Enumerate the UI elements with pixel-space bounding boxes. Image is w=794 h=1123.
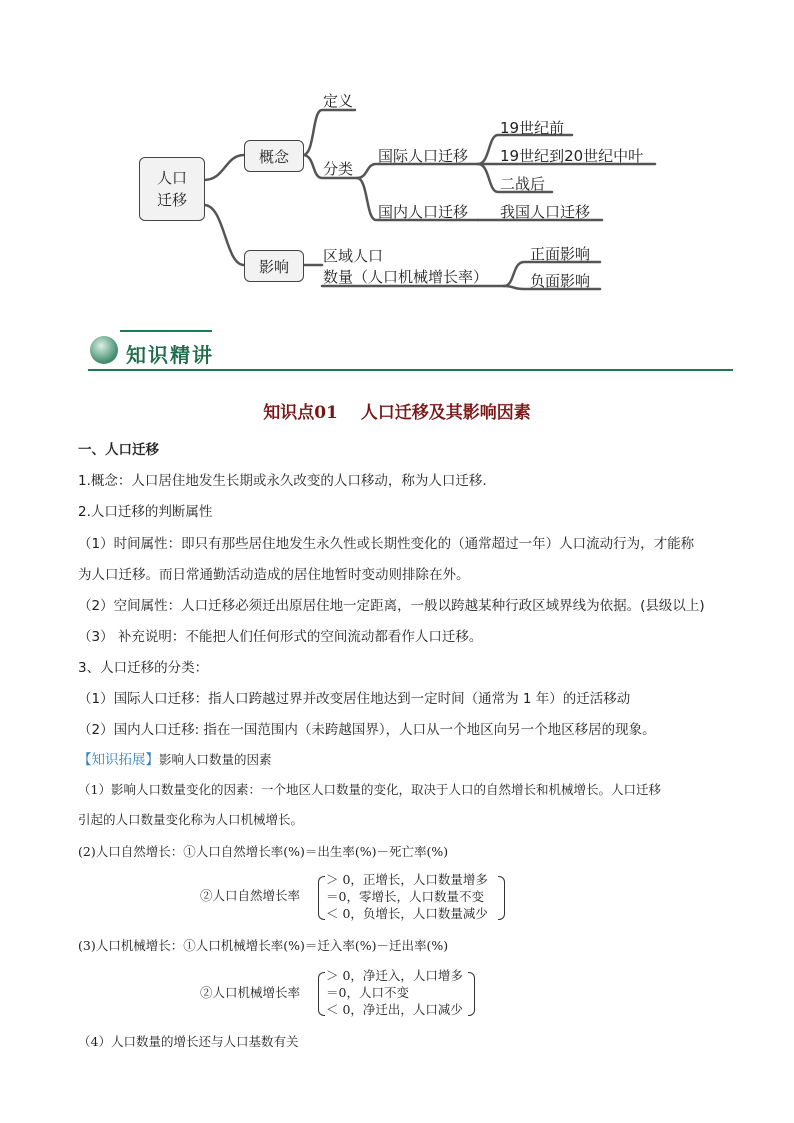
natural-case-1: ＞ 0，正增长，人口数量增多 — [326, 872, 488, 887]
extension-line-2: 引起的人口数量变化称为人口机械增长。 — [78, 812, 304, 827]
base-population-note: （4）人口数量的增长还与人口基数有关 — [78, 1034, 299, 1049]
banner-bottom-line — [88, 369, 733, 371]
banner-title: 知识精讲 — [126, 343, 214, 367]
mechanical-growth-label: ②人口机械增长率 — [200, 985, 301, 1000]
mechanical-case-3: ＜ 0，净迁出，人口减少 — [326, 1002, 463, 1017]
natural-growth-label: ②人口自然增长率 — [200, 888, 301, 903]
definition-label: 定义 — [323, 92, 354, 110]
regional-label: 区域人口 — [323, 247, 384, 265]
extension-line-1: （1）影响人口数量变化的因素：一个地区人口数量的变化，取决于人口的自然增长和机械增长。人口迁移 — [78, 782, 661, 797]
paragraph-classification: 3、人口迁移的分类： — [78, 660, 209, 676]
international-migration-label: 国际人口迁移 — [378, 147, 469, 165]
negative-impact-label: 负面影响 — [530, 272, 591, 290]
natural-growth-formula: (2)人口自然增长：①人口自然增长率(%)＝出生率(%)－死亡率(%) — [78, 844, 449, 859]
natural-growth-brace — [318, 876, 325, 920]
banner-top-line — [120, 330, 212, 332]
natural-growth-brace-right — [498, 876, 505, 920]
natural-case-3: ＜ 0，负增长，人口数量减少 — [326, 906, 488, 921]
classification-label: 分类 — [323, 160, 354, 178]
mindmap-impact-node — [244, 250, 304, 282]
mindmap-root-label: 人口 迁移 — [156, 169, 187, 209]
natural-case-2: ＝0，零增长，人口数量不变 — [326, 889, 484, 904]
mechanical-case-2: ＝0，人口不变 — [326, 985, 409, 1000]
globe-icon — [90, 336, 118, 364]
int-item-2: 19世纪到20世纪中叶 — [500, 147, 644, 165]
domestic-item: 我国人口迁移 — [500, 203, 591, 221]
positive-impact-label: 正面影响 — [530, 245, 591, 263]
paragraph-time-2: 为人口迁移。而日常通勤活动造成的居住地暂时变动则排除在外。 — [78, 567, 470, 583]
paragraph-supplement: （3） 补充说明：不能把人们任何形式的空间流动都看作人口迁移。 — [78, 629, 483, 645]
mechanical-case-1: ＞ 0，净迁入，人口增多 — [326, 968, 463, 983]
paragraph-space: （2）空间属性：人口迁移必须迁出原居住地一定距离，一般以跨越某种行政区域界线为依据。(县级以上) — [78, 598, 705, 614]
extension-heading — [78, 748, 272, 768]
paragraph-concept: 1.概念：人口居住地发生长期或永久改变的人口移动，称为人口迁移. — [78, 473, 487, 489]
knowledge-point-title: 知识点01 人口迁移及其影响因素 — [263, 403, 531, 423]
paragraph-domestic: （2）国内人口迁移: 指在一国范围内（未跨越国界），人口从一个地区向另一个地区移居的现象。 — [78, 722, 656, 738]
mechanical-growth-brace-right — [468, 972, 475, 1016]
int-item-3: 二战后 — [500, 175, 546, 193]
section-heading: 一、人口迁移 — [78, 442, 159, 458]
int-item-1: 19世纪前 — [500, 119, 565, 137]
paragraph-time-1: （1）时间属性：即只有那些居住地发生永久性或长期性变化的（通常超过一年）人口流动行为，才能称 — [78, 536, 695, 552]
mindmap-concept-node — [244, 140, 304, 172]
mechanical-growth-formula: (3)人口机械增长：①人口机械增长率(%)＝迁入率(%)－迁出率(%) — [78, 938, 449, 953]
paragraph-international: （1）国际人口迁移：指人口跨越过界并改变居住地达到一定时间（通常为 1 年）的迁活移动 — [78, 691, 631, 707]
quantity-label: 数量（人口机械增长率） — [323, 268, 489, 286]
mechanical-growth-brace — [318, 972, 325, 1016]
impact-label: 影响 — [258, 257, 289, 276]
paragraph-attributes: 2.人口迁移的判断属性 — [78, 504, 213, 520]
concept-label: 概念 — [258, 147, 289, 166]
extension-tag: 【知识拓展】 — [78, 752, 159, 768]
mindmap-root — [139, 157, 205, 221]
domestic-migration-label: 国内人口迁移 — [378, 203, 469, 221]
extension-title: 影响人口数量的因素 — [159, 752, 272, 767]
